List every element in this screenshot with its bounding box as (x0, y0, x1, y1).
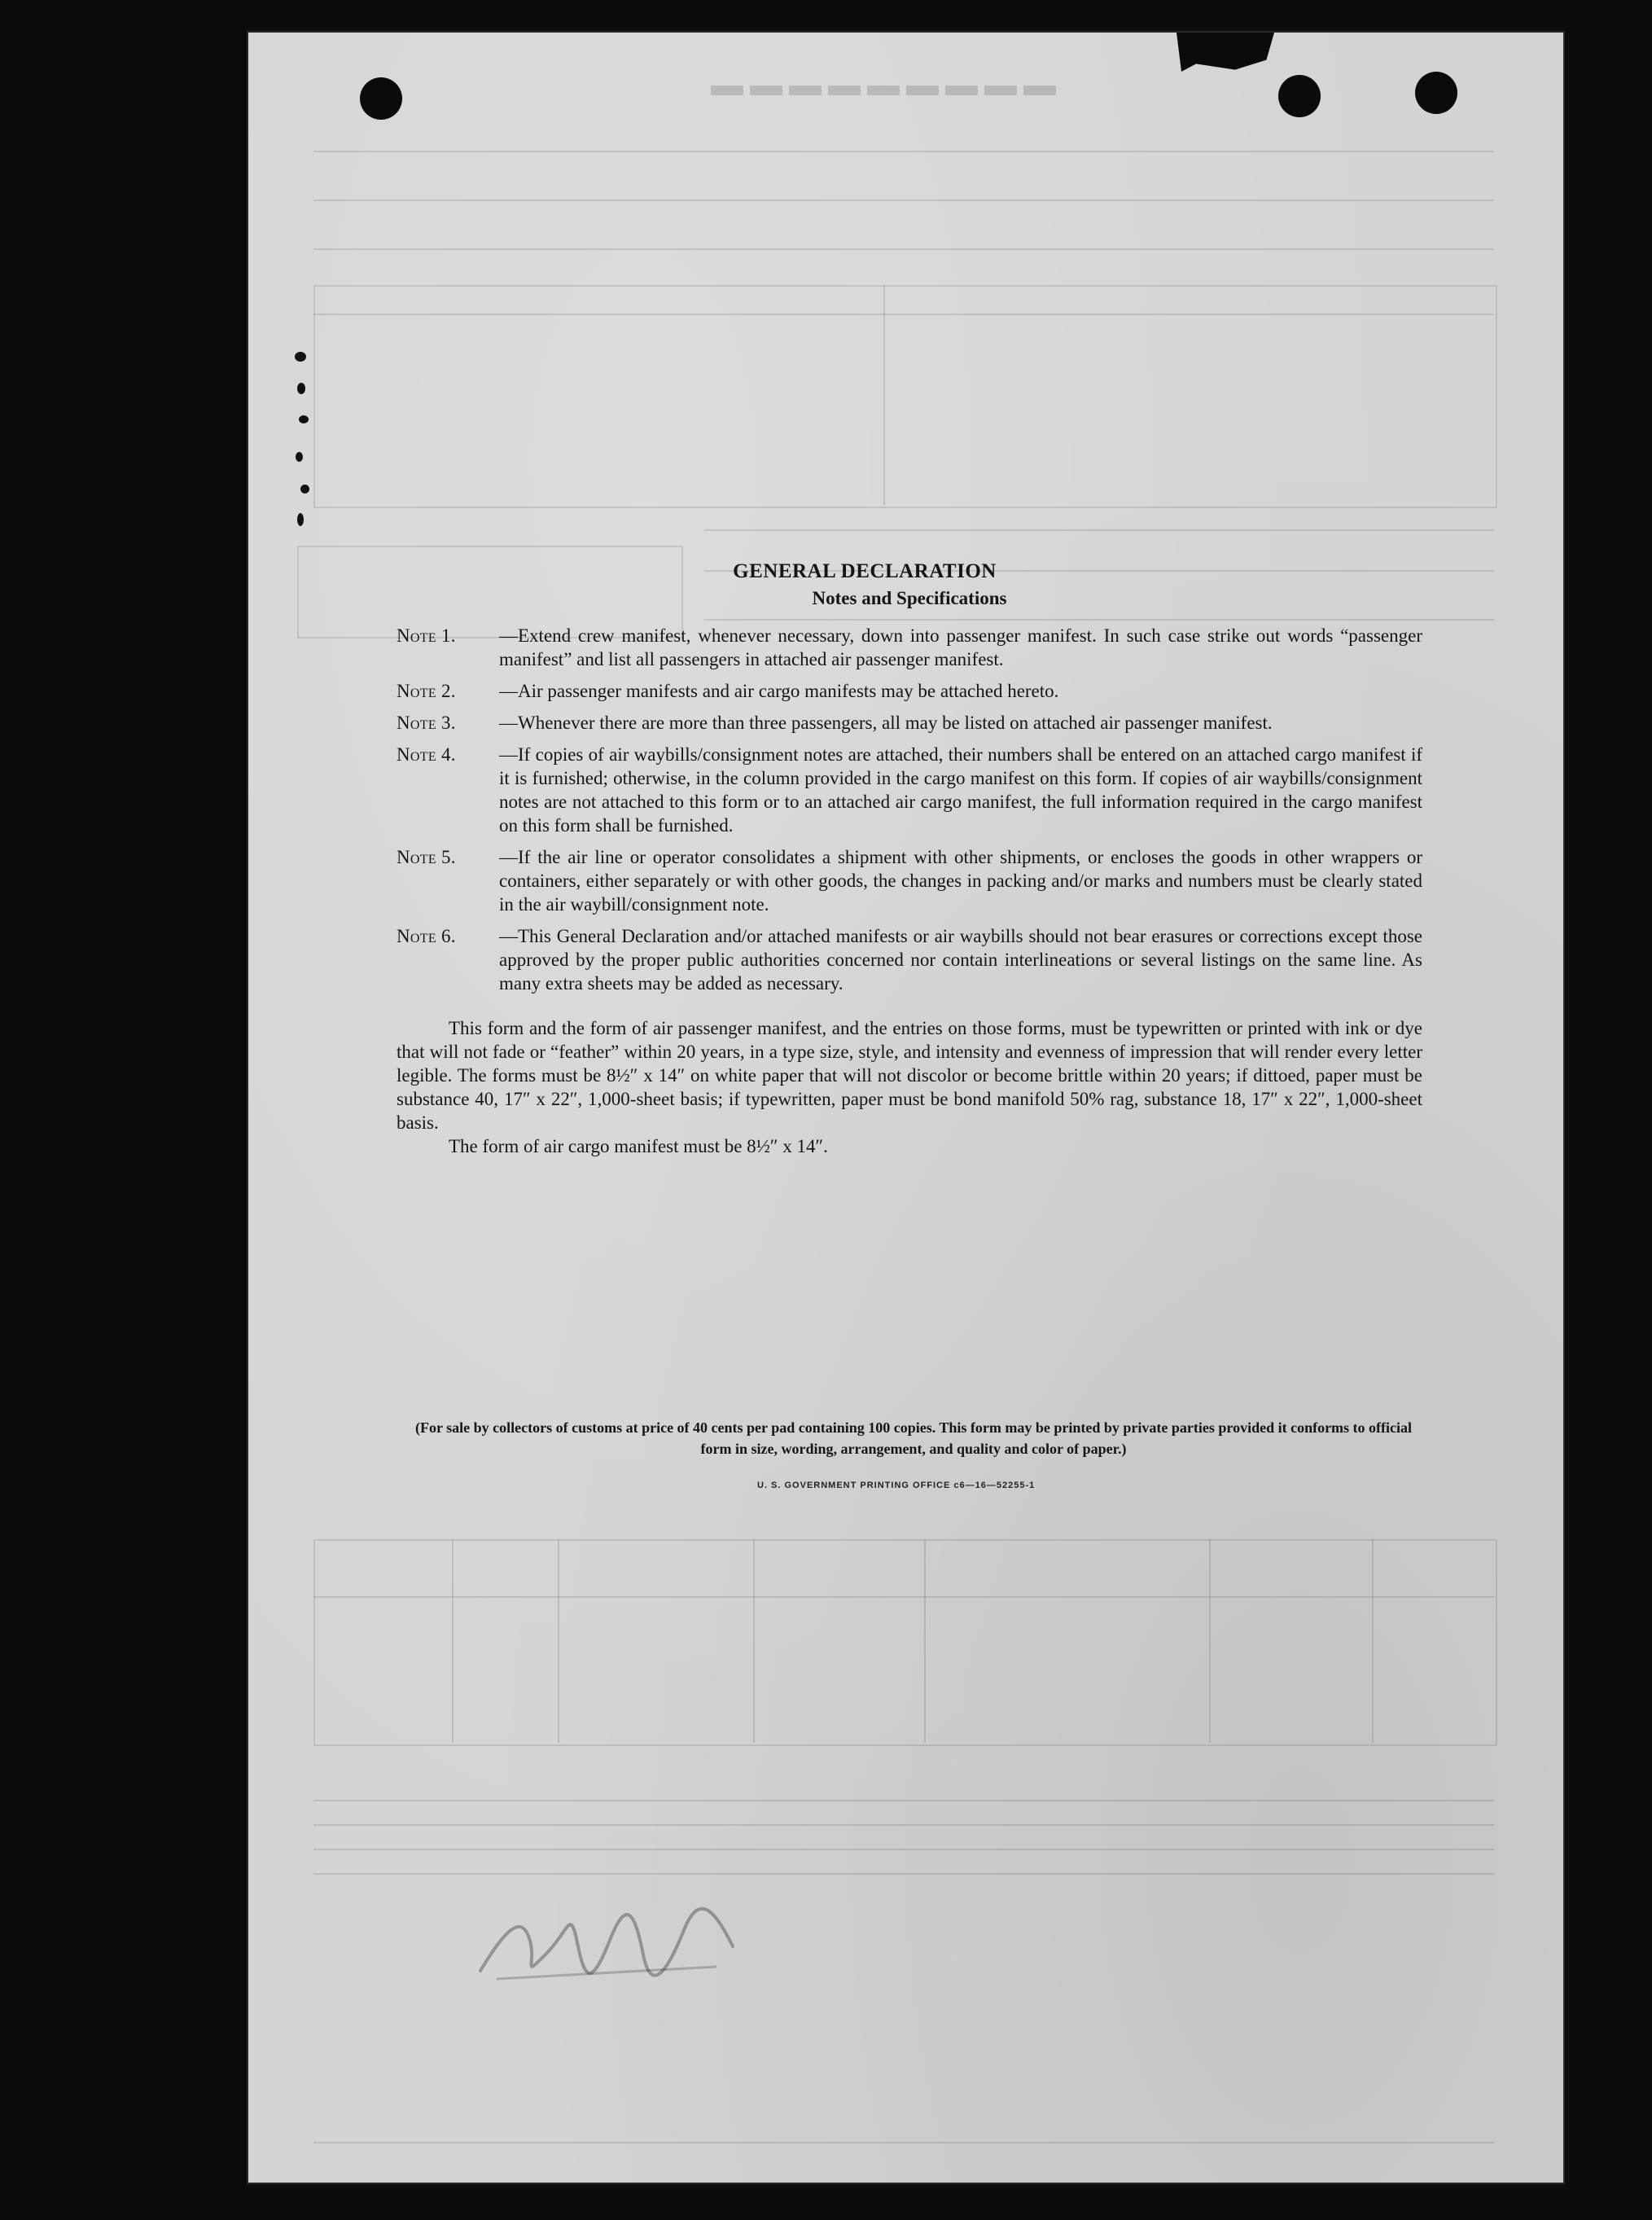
notes-section (397, 560, 1422, 1158)
note-label: Note 4. (397, 744, 456, 765)
punch-hole-far-right (1415, 72, 1457, 114)
ink-speck (295, 352, 306, 362)
document-subtitle: Notes and Specifications (812, 588, 1007, 608)
ink-speck (299, 415, 309, 423)
note-label: Note 5. (397, 847, 456, 867)
note-label: Note 6. (397, 926, 456, 946)
note-label: Note 1. (397, 625, 456, 646)
note-6 (397, 924, 1422, 995)
punch-hole-right (1278, 75, 1321, 117)
note-label: Note 3. (397, 713, 456, 733)
note-3 (397, 711, 1422, 735)
punch-hole-left (360, 77, 402, 120)
note-label: Note 2. (397, 681, 456, 701)
note-text: —Whenever there are more than three passengers, all may be listed on attached air passenger manifest. (499, 713, 1273, 733)
note-text: —If copies of air waybills/consignment notes are attached, their numbers shall be entered on an attached cargo manifest if it is furnished; otherwise, in the column provided in the cargo manifest on this form. If copies of air waybills/consignment notes are not attached to this form or to an attached air cargo manifest, the full information required in the cargo manifest on this form shall be furnished. (499, 744, 1422, 836)
signature-scrawl (472, 1881, 741, 1995)
ink-speck (296, 452, 303, 462)
printing-office-imprint: U. S. GOVERNMENT PRINTING OFFICE c6—16—52255-1 (757, 1481, 1036, 1490)
torn-edge (1177, 33, 1274, 72)
sale-note: (For sale by collectors of customs at price of 40 cents per pad containing 100 copies. This form may be printed by private parties provided it conforms to official form in size, wording, arrangement, and quality and color of paper.) (414, 1419, 1413, 1457)
note-5 (397, 845, 1422, 916)
ink-speck (297, 383, 305, 394)
note-2 (397, 679, 1422, 703)
form-requirements-paragraph (397, 1016, 1422, 1134)
note-text: —Extend crew manifest, whenever necessary, down into passenger manifest. In such case strike out words “passenger manifest” and list all passengers in attached air passenger manifest. (499, 625, 1422, 669)
note-text: —This General Declaration and/or attached manifests or air waybills should not bear erasures or corrections except those approved by the proper public authorities concerned nor contain interlineations or several listings on the same line. As many extra sheets may be added as necessary. (499, 926, 1422, 994)
form-requirements-text: This form and the form of air passenger manifest, and the entries on those forms, must be typewritten or printed with ink or dye that will not fade or “feather” within 20 years, in a type size, style, and intensity and evenness of impression that will render every letter legible. The forms must be 8½″ x 14″ on white paper that will not discolor or become brittle within 20 years; if dittoed, paper must be substance 40, 17″ x 22″, 1,000-sheet basis; if typewritten, paper must be bond manifold 50% rag, substance 18, 17″ x 22″, 1,000-sheet basis. (397, 1018, 1422, 1133)
note-text: —If the air line or operator consolidates a shipment with other shipments, or encloses the goods in other wrappers or containers, either separately or with other goods, the changes in packing and/or marks and numbers must be clearly stated in the air waybill/consignment note. (499, 847, 1422, 915)
document-page: ▬▬▬▬▬▬▬▬▬ (248, 33, 1563, 2183)
ink-speck (300, 485, 309, 494)
note-1 (397, 624, 1422, 671)
ink-speck (297, 513, 304, 526)
cargo-manifest-size-text: The form of air cargo manifest must be 8½″ x 14″. (449, 1136, 828, 1156)
note-4 (397, 743, 1422, 837)
document-title: GENERAL DECLARATION (733, 560, 997, 582)
note-text: —Air passenger manifests and air cargo manifests may be attached hereto. (499, 681, 1059, 701)
